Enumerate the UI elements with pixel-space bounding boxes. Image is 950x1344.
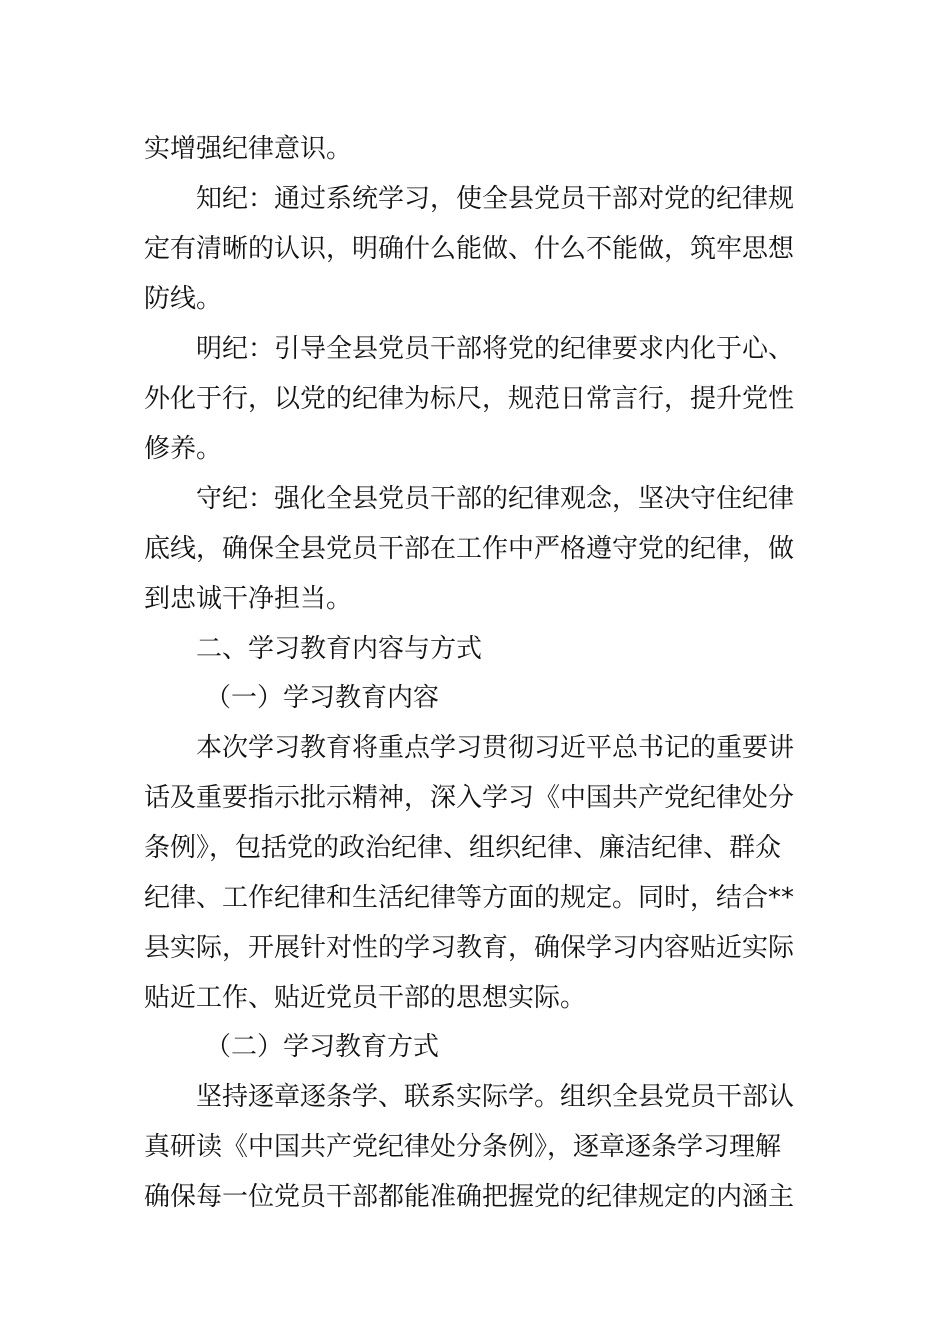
paragraph-line: 纪律、工作纪律和生活纪律等方面的规定。同时，结合**: [144, 883, 795, 913]
paragraph-line: 贴近工作、贴近党员干部的思想实际。: [144, 983, 587, 1013]
paragraph-line: 话及重要指示批示精神，深入学习《中国共产党纪律处分: [144, 783, 795, 813]
subsection-heading: （一）学习教育内容: [205, 683, 440, 713]
paragraph-line: 明纪：引导全县党员干部将党的纪律要求内化于心、: [196, 334, 795, 364]
paragraph-line: 守纪：强化全县党员干部的纪律观念，坚决守住纪律: [196, 484, 795, 514]
paragraph-line: 条例》，包括党的政治纪律、组织纪律、廉洁纪律、群众: [144, 833, 782, 863]
paragraph-line: 外化于行，以党的纪律为标尺，规范日常言行，提升党性: [144, 384, 795, 414]
paragraph-line: 定有清晰的认识，明确什么能做、什么不能做，筑牢思想: [144, 234, 795, 264]
paragraph-line: 修养。: [144, 434, 223, 464]
paragraph-line: 县实际，开展针对性的学习教育，确保学习内容贴近实际: [144, 933, 795, 963]
paragraph-line: 实增强纪律意识。: [144, 134, 353, 164]
paragraph-line: 坚持逐章逐条学、联系实际学。组织全县党员干部认: [196, 1082, 795, 1112]
paragraph-line: 真研读《中国共产党纪律处分条例》，逐章逐条学习理解: [144, 1132, 782, 1162]
paragraph-line: 到忠诚干净担当。: [144, 584, 353, 614]
section-heading: 二、学习教育内容与方式: [196, 634, 483, 664]
paragraph-line: 防线。: [144, 284, 223, 314]
subsection-heading: （二）学习教育方式: [205, 1032, 440, 1062]
paragraph-line: 知纪：通过系统学习，使全县党员干部对党的纪律规: [196, 184, 795, 214]
paragraph-line: 底线，确保全县党员干部在工作中严格遵守党的纪律，做: [144, 534, 795, 564]
paragraph-line: 确保每一位党员干部都能准确把握党的纪律规定的内涵主: [144, 1182, 795, 1212]
paragraph-line: 本次学习教育将重点学习贯彻习近平总书记的重要讲: [196, 733, 795, 763]
